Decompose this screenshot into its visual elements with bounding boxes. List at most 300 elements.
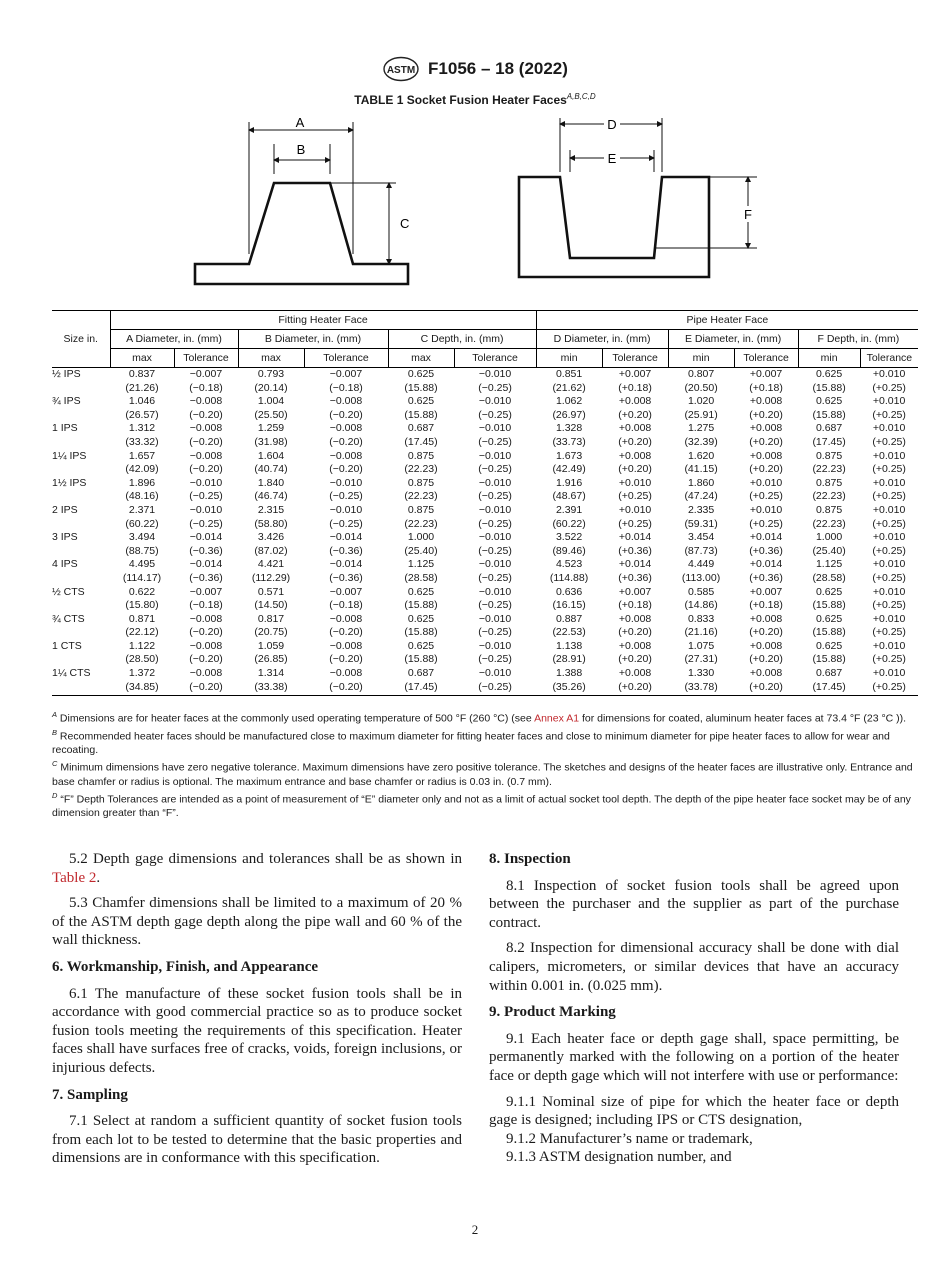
value-inch: −0.014 (189, 558, 223, 571)
value-mm: (15.88) (404, 626, 438, 639)
value-mm: (15.88) (404, 408, 438, 421)
value-inch: −0.010 (478, 395, 512, 408)
value-cell (602, 450, 668, 477)
value-cell (798, 613, 860, 640)
value-mm: (25.40) (404, 544, 438, 557)
value-mm: (28.91) (552, 653, 586, 666)
value-inch: 0.875 (407, 449, 435, 462)
value-inch: 1.125 (407, 558, 435, 571)
value-cell (304, 450, 388, 477)
value-cell (536, 450, 602, 477)
value-mm: (22.12) (125, 626, 159, 639)
value-cell (668, 450, 734, 477)
label-d: D (607, 117, 617, 132)
value-mm: (22.23) (404, 463, 438, 476)
value-mm: (25.40) (812, 544, 846, 557)
value-cell (860, 586, 918, 613)
value-mm: (42.49) (552, 463, 586, 476)
value-inch: 4.449 (687, 558, 715, 571)
fitting-heater-face-diagram (190, 112, 420, 292)
value-cell (304, 504, 388, 531)
value-inch: −0.008 (329, 612, 363, 625)
value-mm: (+0.36) (618, 544, 652, 557)
value-cell (602, 368, 668, 396)
value-mm: (−0.20) (189, 680, 223, 693)
value-cell (238, 422, 304, 449)
table-row (52, 558, 918, 585)
value-cell (536, 504, 602, 531)
value-mm: (88.75) (125, 544, 159, 557)
value-mm: (20.75) (254, 626, 288, 639)
value-cell (602, 504, 668, 531)
value-cell (602, 531, 668, 558)
value-mm: (+0.25) (872, 435, 906, 448)
header-dim: C Depth, in. (mm) (388, 330, 536, 349)
value-cell (174, 422, 238, 449)
value-mm: (−0.18) (189, 599, 223, 612)
value-inch: 0.625 (407, 639, 435, 652)
value-inch: 1.259 (257, 422, 285, 435)
value-cell (110, 504, 174, 531)
value-mm: (−0.36) (189, 571, 223, 584)
value-mm: (−0.25) (478, 490, 512, 503)
footnote-c: $^C$ Minimum dimensions have zero negative tolerance. Maximum dimensions have zero positive tolerance. The sketches and designs of the heater faces are illustrative only. Entrance and base chamfer or radius is optional. The maximum entrance and base chamfer or radius is 0.03 in. (0.7 mm). (52, 759, 913, 788)
value-inch: 0.871 (128, 612, 156, 625)
value-inch: +0.014 (749, 558, 783, 571)
header-size: Size in. (63, 333, 98, 345)
value-inch: 1.372 (128, 667, 156, 680)
value-mm: (15.88) (812, 408, 846, 421)
value-inch: 4.421 (257, 558, 285, 571)
value-mm: (89.46) (552, 544, 586, 557)
value-cell (174, 450, 238, 477)
value-cell (110, 395, 174, 422)
value-mm: (−0.20) (329, 408, 363, 421)
value-inch: −0.007 (329, 368, 363, 380)
paragraph-8-1: 8.1 Inspection of socket fusion tools shall be agreed upon between the purchaser and the supplier as part of the purchase contract. (489, 877, 899, 931)
value-mm: (26.57) (125, 408, 159, 421)
value-mm: (+0.20) (749, 435, 783, 448)
value-mm: (−0.20) (189, 626, 223, 639)
value-inch: 1.673 (555, 449, 583, 462)
value-cell (668, 477, 734, 504)
value-mm: (31.98) (254, 435, 288, 448)
table-2-link[interactable]: Table 2 (52, 869, 97, 886)
value-mm: (−0.18) (329, 599, 363, 612)
paragraph-9-1-3: 9.1.3 ASTM designation number, and (506, 1149, 732, 1166)
value-cell (668, 586, 734, 613)
value-cell (304, 667, 388, 696)
value-inch: 1.330 (687, 667, 715, 680)
value-inch: 1.312 (128, 422, 156, 435)
value-inch: +0.010 (872, 558, 906, 571)
value-mm: (60.22) (125, 517, 159, 530)
value-cell (174, 368, 238, 396)
value-inch: −0.008 (189, 449, 223, 462)
value-mm: (+0.20) (749, 653, 783, 666)
value-cell (388, 531, 454, 558)
value-inch: −0.010 (478, 558, 512, 571)
value-inch: +0.010 (872, 395, 906, 408)
value-inch: 1.122 (128, 639, 156, 652)
value-cell (174, 477, 238, 504)
value-inch: 1.860 (687, 476, 715, 489)
value-mm: (+0.20) (749, 680, 783, 693)
footnote-a: $^A$ Dimensions are for heater faces at the commonly used operating temperature of 500 °F (260 °C) (see Annex A1 for dimensions for coated, aluminum heater faces at 73.4 °F (23 °C )). (52, 710, 907, 725)
header-dim: D Diameter, in. (mm) (536, 330, 668, 349)
header-dim: E Diameter, in. (mm) (668, 330, 798, 349)
value-inch: 0.625 (407, 395, 435, 408)
value-cell (798, 640, 860, 667)
value-inch: 0.687 (815, 422, 843, 435)
value-inch: +0.010 (872, 449, 906, 462)
value-inch: 2.335 (687, 503, 715, 516)
value-cell (798, 586, 860, 613)
value-mm: (+0.25) (872, 544, 906, 557)
value-inch: −0.007 (189, 585, 223, 598)
value-mm: (+0.20) (618, 463, 652, 476)
value-mm: (16.15) (552, 599, 586, 612)
paragraph-5-2: 5.2 Depth gage dimensions and tolerances shall be as shown in Table 2. (52, 851, 462, 886)
value-cell (668, 368, 734, 396)
value-cell (454, 422, 536, 449)
value-inch: +0.008 (749, 449, 783, 462)
value-inch: 1.059 (257, 639, 285, 652)
value-inch: +0.010 (872, 368, 906, 380)
value-inch: −0.014 (189, 531, 223, 544)
subheader: Tolerance (860, 349, 918, 368)
value-mm: (112.29) (251, 571, 291, 584)
value-cell (602, 422, 668, 449)
value-cell (454, 558, 536, 585)
subheader: min (536, 349, 602, 368)
value-mm: (41.15) (684, 463, 718, 476)
section-6-heading: 6. Workmanship, Finish, and Appearance (52, 958, 319, 975)
value-inch: 0.687 (815, 667, 843, 680)
value-mm: (42.09) (125, 463, 159, 476)
value-inch: 0.875 (815, 503, 843, 516)
value-cell (536, 422, 602, 449)
value-mm: (+0.25) (872, 599, 906, 612)
value-cell (304, 613, 388, 640)
value-mm: (22.23) (812, 463, 846, 476)
value-inch: −0.010 (478, 612, 512, 625)
value-cell (602, 586, 668, 613)
document-id: F1056 – 18 (2022) (428, 59, 568, 78)
value-mm: (114.17) (122, 571, 162, 584)
table-title: TABLE 1 Socket Fusion Heater Faces$^{A,B,C,D}$ (354, 92, 596, 107)
value-cell (304, 586, 388, 613)
value-inch: +0.007 (618, 585, 652, 598)
annex-a1-link[interactable]: Annex A1 (534, 712, 580, 725)
value-inch: 0.625 (815, 368, 843, 380)
value-inch: 3.426 (257, 531, 285, 544)
value-inch: −0.010 (478, 422, 512, 435)
value-mm: (21.16) (684, 626, 718, 639)
section-9-heading: 9. Product Marking (489, 1004, 616, 1021)
value-cell (454, 531, 536, 558)
value-cell (174, 558, 238, 585)
value-inch: +0.010 (749, 503, 783, 516)
value-mm: (20.14) (254, 381, 288, 394)
value-cell (734, 558, 798, 585)
value-cell (388, 450, 454, 477)
value-mm: (−0.20) (329, 653, 363, 666)
astm-logo (382, 56, 420, 82)
value-cell (668, 640, 734, 667)
value-mm: (26.85) (254, 653, 288, 666)
value-inch: +0.010 (872, 667, 906, 680)
value-inch: 0.837 (128, 368, 156, 380)
label-e: E (607, 151, 617, 166)
section-8-heading: 8. Inspection (489, 851, 571, 867)
value-inch: 2.315 (257, 503, 285, 516)
paragraph-5-3: 5.3 Chamfer dimensions shall be limited to a maximum of 20 % of the ASTM depth gage depth along the pipe wall and 60 % of the wall thickness. (52, 895, 462, 949)
value-inch: 0.625 (407, 368, 435, 380)
value-inch: 1.840 (257, 476, 285, 489)
value-cell (454, 504, 536, 531)
value-inch: −0.008 (189, 422, 223, 435)
value-mm: (33.78) (684, 680, 718, 693)
value-mm: (+0.25) (872, 653, 906, 666)
value-cell (110, 640, 174, 667)
pipe-heater-face-diagram (512, 112, 762, 292)
value-inch: +0.008 (618, 395, 652, 408)
paragraph-6-1: 6.1 The manufacture of these socket fusion tools shall be in accordance with good commercial practice so as to produce socket fusion tools meeting the requirements of this specification. Heater faces shall have surfaces free of cracks, voids, foreign inclusions, or injurious defects. (52, 985, 462, 1076)
value-inch: −0.008 (189, 667, 223, 680)
value-mm: (87.02) (254, 544, 288, 557)
size-cell: 1 IPS (52, 422, 78, 435)
value-inch: 0.636 (555, 585, 583, 598)
value-cell (602, 640, 668, 667)
value-cell (388, 640, 454, 667)
value-mm: (−0.20) (189, 435, 223, 448)
value-mm: (22.23) (404, 490, 438, 503)
value-inch: +0.008 (618, 449, 652, 462)
table-row (52, 667, 918, 696)
value-inch: −0.008 (329, 395, 363, 408)
value-inch: +0.014 (618, 558, 652, 571)
value-cell (602, 558, 668, 585)
size-cell: 1½ IPS (52, 476, 87, 489)
footnote-d: $^D$ “F” Depth Tolerances are intended as a point of measurement of “E” diameter only and not as a limit of actual socket tool depth. The depth of the pipe heater face socket may be of any dimension greater than “F”. (52, 790, 911, 819)
value-inch: 1.275 (687, 422, 715, 435)
paragraph-9-1-1: 9.1.1 Nominal size of pipe for which the heater face or depth gage is designed; including IPS or CTS designation, (489, 1093, 899, 1129)
size-cell: ¾ IPS (52, 395, 81, 408)
value-mm: (25.50) (254, 408, 288, 421)
value-mm: (−0.25) (478, 653, 512, 666)
value-cell (860, 504, 918, 531)
value-mm: (35.26) (552, 680, 586, 693)
value-mm: (+0.18) (618, 381, 652, 394)
value-inch: −0.010 (329, 503, 363, 516)
value-cell (860, 395, 918, 422)
value-mm: (+0.25) (872, 463, 906, 476)
value-inch: +0.007 (749, 368, 783, 380)
section-7-heading: 7. Sampling (52, 1086, 128, 1103)
value-mm: (+0.25) (618, 517, 652, 530)
value-cell (536, 395, 602, 422)
value-cell (238, 586, 304, 613)
value-inch: −0.010 (478, 667, 512, 680)
value-cell (536, 477, 602, 504)
table-row (52, 477, 918, 504)
subheader: Tolerance (174, 349, 238, 368)
value-mm: (+0.20) (618, 435, 652, 448)
value-cell (798, 504, 860, 531)
value-cell (798, 477, 860, 504)
value-mm: (+0.25) (872, 381, 906, 394)
value-inch: 1.604 (257, 449, 285, 462)
value-inch: +0.010 (618, 476, 652, 489)
value-inch: 0.817 (257, 612, 285, 625)
value-cell (668, 531, 734, 558)
value-inch: 0.875 (407, 476, 435, 489)
value-mm: (−0.25) (478, 599, 512, 612)
value-cell (110, 586, 174, 613)
subheader: min (798, 349, 860, 368)
value-cell (668, 558, 734, 585)
value-mm: (28.58) (812, 571, 846, 584)
value-mm: (+0.20) (749, 408, 783, 421)
value-mm: (22.23) (404, 517, 438, 530)
value-inch: 1.000 (407, 531, 435, 544)
value-inch: 1.657 (128, 449, 156, 462)
value-mm: (−0.25) (329, 517, 363, 530)
value-mm: (15.88) (812, 381, 846, 394)
value-inch: −0.007 (189, 368, 223, 380)
value-mm: (34.85) (125, 680, 159, 693)
value-mm: (−0.36) (329, 544, 363, 557)
value-cell (238, 640, 304, 667)
value-inch: 1.620 (687, 449, 715, 462)
value-cell (238, 450, 304, 477)
value-cell (536, 586, 602, 613)
value-mm: (−0.18) (189, 381, 223, 394)
value-mm: (+0.20) (618, 653, 652, 666)
value-cell (860, 368, 918, 396)
label-f: F (744, 207, 752, 222)
value-mm: (+0.25) (618, 490, 652, 503)
header-blank (52, 311, 110, 330)
value-inch: 0.625 (407, 612, 435, 625)
value-inch: −0.010 (478, 476, 512, 489)
value-mm: (25.91) (684, 408, 718, 421)
size-cell: 4 IPS (52, 558, 78, 571)
value-cell (454, 613, 536, 640)
value-cell (304, 422, 388, 449)
value-inch: +0.010 (872, 612, 906, 625)
value-cell (536, 368, 602, 396)
value-inch: −0.008 (189, 395, 223, 408)
value-mm: (−0.18) (329, 381, 363, 394)
value-cell (388, 422, 454, 449)
subheader: Tolerance (454, 349, 536, 368)
size-cell: ½ CTS (52, 585, 85, 598)
value-inch: +0.010 (872, 585, 906, 598)
value-inch: −0.010 (189, 476, 223, 489)
value-inch: 0.687 (407, 667, 435, 680)
value-cell (238, 613, 304, 640)
paragraph-9-1: 9.1 Each heater face or depth gage shall, space permitting, be permanently marked with the following on a portion of the heater face or depth gage which will not interfere with use or performance: (489, 1030, 899, 1084)
value-mm: (22.23) (812, 490, 846, 503)
value-cell (668, 667, 734, 696)
value-inch: 1.896 (128, 476, 156, 489)
value-inch: +0.010 (749, 476, 783, 489)
value-inch: −0.008 (329, 667, 363, 680)
value-inch: 0.793 (257, 368, 285, 380)
value-cell (304, 368, 388, 396)
value-mm: (14.86) (684, 599, 718, 612)
value-inch: 2.391 (555, 503, 583, 516)
table-body (52, 368, 918, 696)
value-inch: 0.571 (257, 585, 285, 598)
value-mm: (33.38) (254, 680, 288, 693)
value-inch: −0.010 (478, 503, 512, 516)
value-mm: (26.97) (552, 408, 586, 421)
value-cell (602, 395, 668, 422)
value-mm: (15.80) (125, 599, 159, 612)
value-mm: (15.88) (812, 653, 846, 666)
value-mm: (15.88) (812, 626, 846, 639)
value-cell (304, 477, 388, 504)
value-cell (454, 640, 536, 667)
value-cell (798, 450, 860, 477)
header-dim: B Diameter, in. (mm) (238, 330, 388, 349)
value-mm: (−0.20) (329, 626, 363, 639)
value-inch: +0.008 (749, 422, 783, 435)
value-cell (110, 613, 174, 640)
value-cell (734, 613, 798, 640)
value-mm: (−0.20) (329, 680, 363, 693)
value-cell (454, 368, 536, 396)
value-cell (860, 667, 918, 696)
value-mm: (+0.36) (618, 571, 652, 584)
value-mm: (+0.25) (749, 490, 783, 503)
value-cell (238, 368, 304, 396)
value-cell (304, 531, 388, 558)
value-cell (174, 640, 238, 667)
value-cell (110, 422, 174, 449)
value-inch: +0.014 (749, 531, 783, 544)
value-mm: (58.80) (254, 517, 288, 530)
value-inch: 0.875 (815, 449, 843, 462)
value-inch: 1.062 (555, 395, 583, 408)
value-mm: (−0.25) (478, 626, 512, 639)
value-mm: (+0.25) (872, 517, 906, 530)
value-inch: 0.887 (555, 612, 583, 625)
value-mm: (+0.25) (872, 680, 906, 693)
value-cell (734, 667, 798, 696)
size-cell: ¾ CTS (52, 612, 85, 625)
value-inch: 1.000 (815, 531, 843, 544)
table-row (52, 504, 918, 531)
value-inch: 1.138 (555, 639, 583, 652)
value-inch: +0.008 (749, 395, 783, 408)
value-mm: (+0.20) (749, 463, 783, 476)
value-mm: (15.88) (812, 599, 846, 612)
value-mm: (47.24) (684, 490, 718, 503)
value-inch: −0.014 (329, 558, 363, 571)
value-cell (734, 368, 798, 396)
value-inch: −0.007 (329, 585, 363, 598)
value-mm: (60.22) (552, 517, 586, 530)
value-cell (304, 395, 388, 422)
value-inch: +0.010 (872, 639, 906, 652)
value-cell (454, 395, 536, 422)
value-cell (388, 368, 454, 396)
value-inch: −0.008 (329, 639, 363, 652)
